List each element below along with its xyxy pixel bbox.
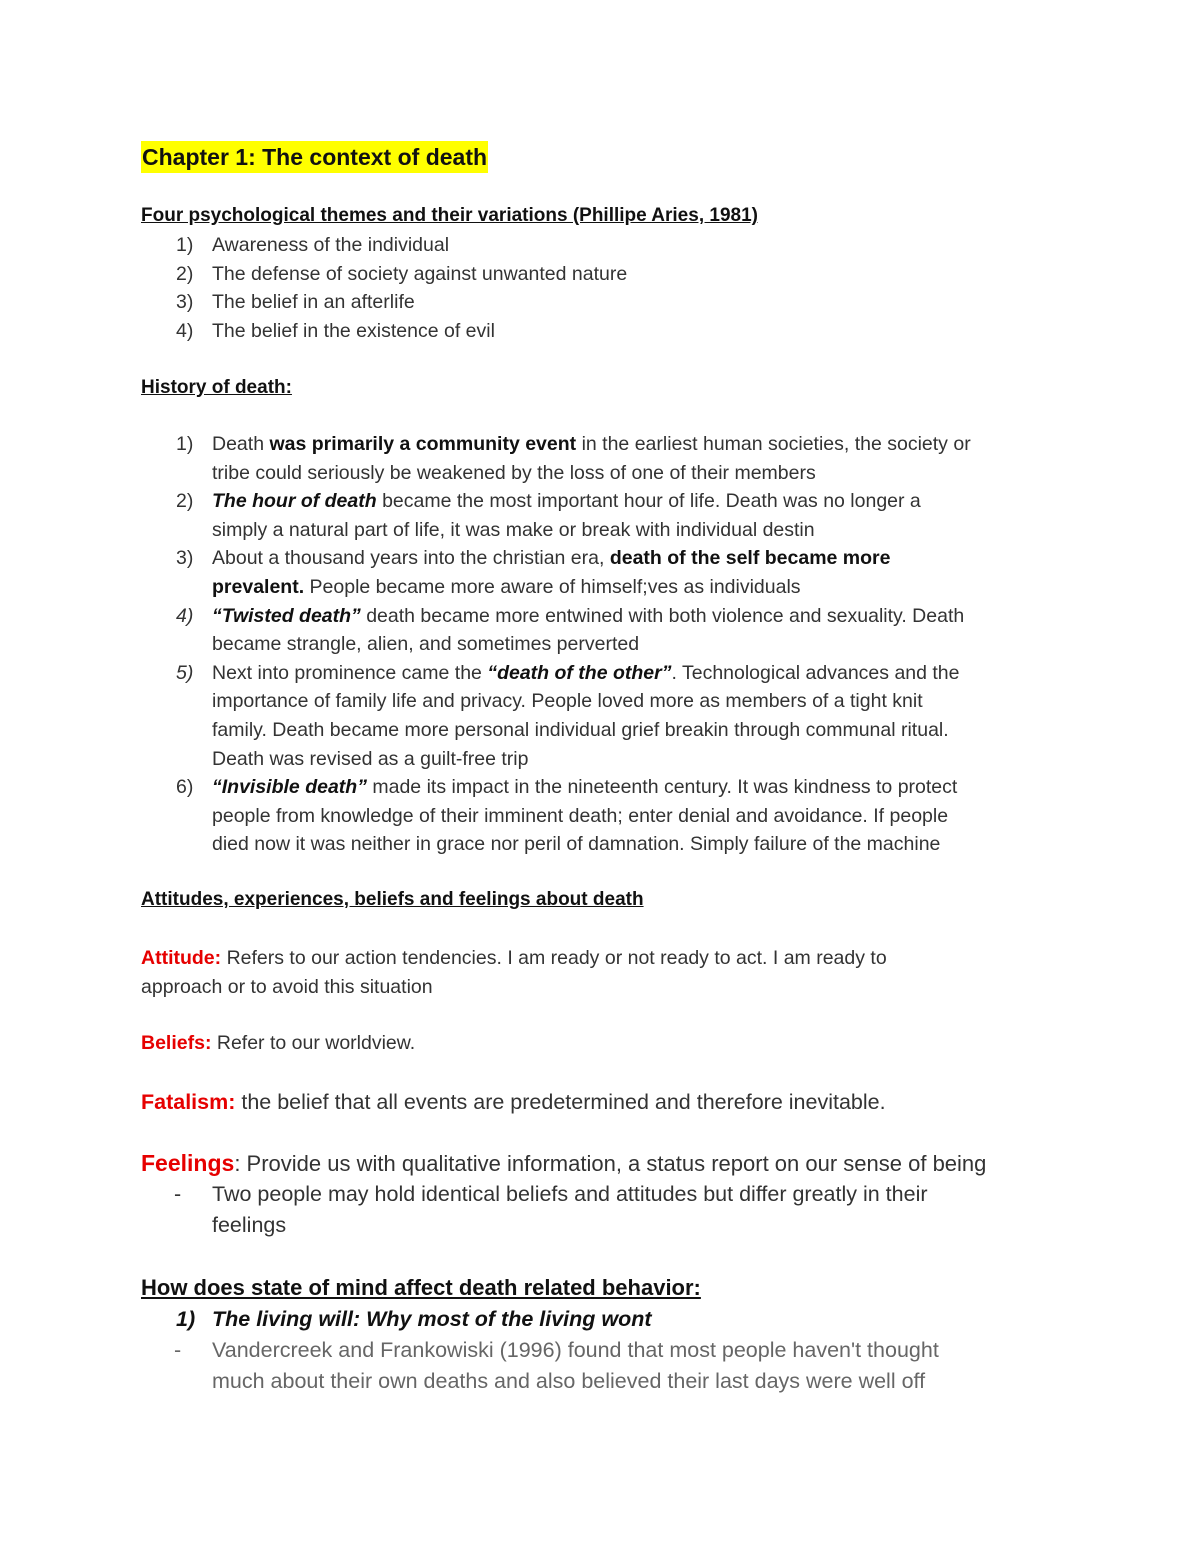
list-item: 4) The belief in the existence of evil xyxy=(176,319,495,342)
feelings-definition: Feelings: Provide us with qualitative information, a status report on our sense of being xyxy=(141,1150,987,1176)
list-item: 4) “Twisted death” death became more entwined with both violence and sexuality. Death became strangle, alien, and sometimes perverted xyxy=(176,604,965,656)
history-list xyxy=(141,430,971,859)
attitude-definition: Attitude: Refers to our action tendencies. I am ready or not ready to act. I am ready to approach or to avoid this situation xyxy=(141,947,887,998)
feelings-bullets xyxy=(141,1179,928,1241)
themes-list xyxy=(141,231,627,345)
themes-heading: Four psychological themes and their variations (Phillipe Aries, 1981) xyxy=(141,205,758,226)
beliefs-definition: Beliefs: Refer to our worldview. xyxy=(141,1032,416,1054)
attitude-term: Attitude: xyxy=(141,947,222,969)
feelings-term: Feelings xyxy=(141,1150,235,1176)
list-item: 6) “Invisible death” made its impact in the nineteenth century. It was kindness to protect people from knowledge of their imminent death; enter denial and avoidance. If people died now it was neither in grace nor peril of damnation. Simply failure of the machine xyxy=(176,776,958,856)
list-item: 2) The defense of society against unwanted nature xyxy=(176,262,628,285)
list-item: 2) The hour of death became the most important hour of life. Death was no longer a simply a natural part of life, it was make or break with individual destin xyxy=(176,490,921,541)
list-item: - Two people may hold identical beliefs and attitudes but differ greatly in their feelings xyxy=(174,1182,928,1237)
list-item: 5) Next into prominence came the “death of the other”. Technological advances and the importance of family life and privacy. People loved more as members of a tight knit family. Death became more personal individual grief breakin through communal ritual. Death was revised as a guilt-free trip xyxy=(176,661,960,770)
list-item: 3) The belief in an afterlife xyxy=(176,291,415,314)
state-of-mind-list xyxy=(141,1304,652,1335)
list-item: - Vandercreek and Frankowiski (1996) found that most people haven't thought much about their own deaths and also believed their last days were well off xyxy=(174,1338,939,1393)
fatalism-definition: Fatalism: the belief that all events are predetermined and therefore inevitable. xyxy=(141,1090,886,1114)
list-item: 1) Awareness of the individual xyxy=(176,234,450,256)
fatalism-term: Fatalism: xyxy=(141,1090,236,1114)
list-item: 3) About a thousand years into the christian era, death of the self became more prevalent. People became more aware of himself;ves as individuals xyxy=(176,547,891,598)
history-heading: History of death: xyxy=(141,377,292,398)
list-item: 1) The living will: Why most of the living wont xyxy=(176,1307,652,1331)
chapter-title: Chapter 1: The context of death xyxy=(141,141,488,173)
list-item: 1) Death was primarily a community event in the earliest human societies, the society or tribe could seriously be weakened by the loss of one of their members xyxy=(176,433,971,484)
attitudes-heading: Attitudes, experiences, beliefs and feelings about death xyxy=(141,889,644,910)
beliefs-term: Beliefs: xyxy=(141,1032,212,1054)
state-of-mind-heading: How does state of mind affect death related behavior: xyxy=(141,1275,701,1300)
state-of-mind-bullets xyxy=(141,1335,939,1397)
